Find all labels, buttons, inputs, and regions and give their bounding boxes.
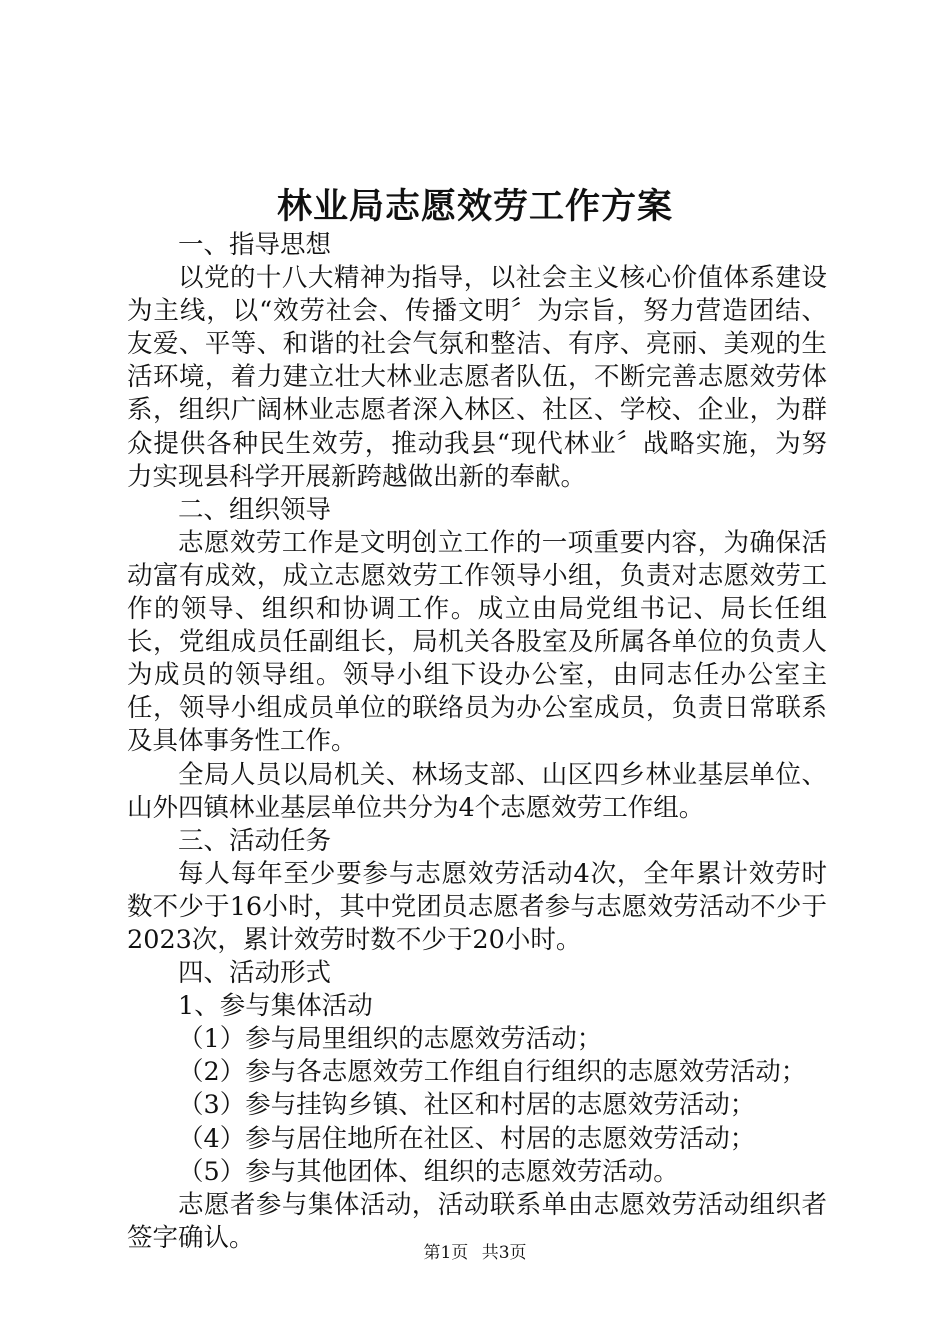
page-footer bbox=[0, 1241, 950, 1265]
paragraph: 全局人员以局机关、林场支部、山区四乡林业基层单位、山外四镇林业基层单位共分为4个志愿效劳工作组。 bbox=[127, 759, 827, 823]
list-subitem: （4）参与居住地所在社区、村居的志愿效劳活动； bbox=[178, 1123, 756, 1154]
section-heading: 一、指导思想 bbox=[178, 230, 332, 260]
document-body bbox=[127, 229, 827, 1255]
paragraph: 每人每年至少要参与志愿效劳活动4次，全年累计效劳时数不少于16小时，其中党团员志愿者参与志愿效劳活动不少于2023次，累计效劳时数不少于20小时。 bbox=[127, 858, 827, 955]
paragraph: 以党的十八大精神为指导，以社会主义核心价值体系建设为主线，以“效劳社会、传播文明〞为宗旨，努力营造团结、友爱、平等、和谐的社会气氛和整洁、有序、亮丽、美观的生活环境，着力建立壮大林业志愿者队伍，不断完善志愿效劳体系，组织广阔林业志愿者深入林区、社区、学校、企业，为群众提供各种民生效劳，推动我县“现代林业〞战略实施，为努力实现县科学开展新跨越做出新的奉献。 bbox=[127, 263, 827, 492]
list-subitem: （1）参与局里组织的志愿效劳活动； bbox=[178, 1024, 603, 1055]
paragraph: 志愿者参与集体活动，活动联系单由志愿效劳活动组织者签字确认。 bbox=[127, 1189, 827, 1253]
section-heading: 二、组织领导 bbox=[178, 494, 332, 525]
list-item: 1、参与集体活动 bbox=[178, 991, 373, 1022]
list-subitem: （3）参与挂钩乡镇、社区和村居的志愿效劳活动； bbox=[178, 1090, 756, 1121]
paragraph: 志愿效劳工作是文明创立工作的一项重要内容，为确保活动富有成效，成立志愿效劳工作领导小组，负责对志愿效劳工作的领导、组织和协调工作。成立由局党组书记、局长任组长，党组成员任副组长，局机关各股室及所属各单位的负责人为成员的领导组。领导小组下设办公室，由同志任办公室主任，领导小组成员单位的联络员为办公室成员，负责日常联系及具体事务性工作。 bbox=[127, 527, 827, 757]
page-total: 共3页 bbox=[481, 1243, 527, 1263]
section-heading: 四、活动形式 bbox=[178, 958, 332, 989]
document-title: 林业局志愿效劳工作方案 bbox=[276, 186, 673, 227]
list-subitem: （5）参与其他团体、组织的志愿效劳活动。 bbox=[178, 1156, 679, 1187]
page-number: 第1页 bbox=[423, 1243, 469, 1263]
section-heading: 三、活动任务 bbox=[178, 825, 332, 856]
list-subitem: （2）参与各志愿效劳工作组自行组织的志愿效劳活动； bbox=[178, 1057, 807, 1088]
